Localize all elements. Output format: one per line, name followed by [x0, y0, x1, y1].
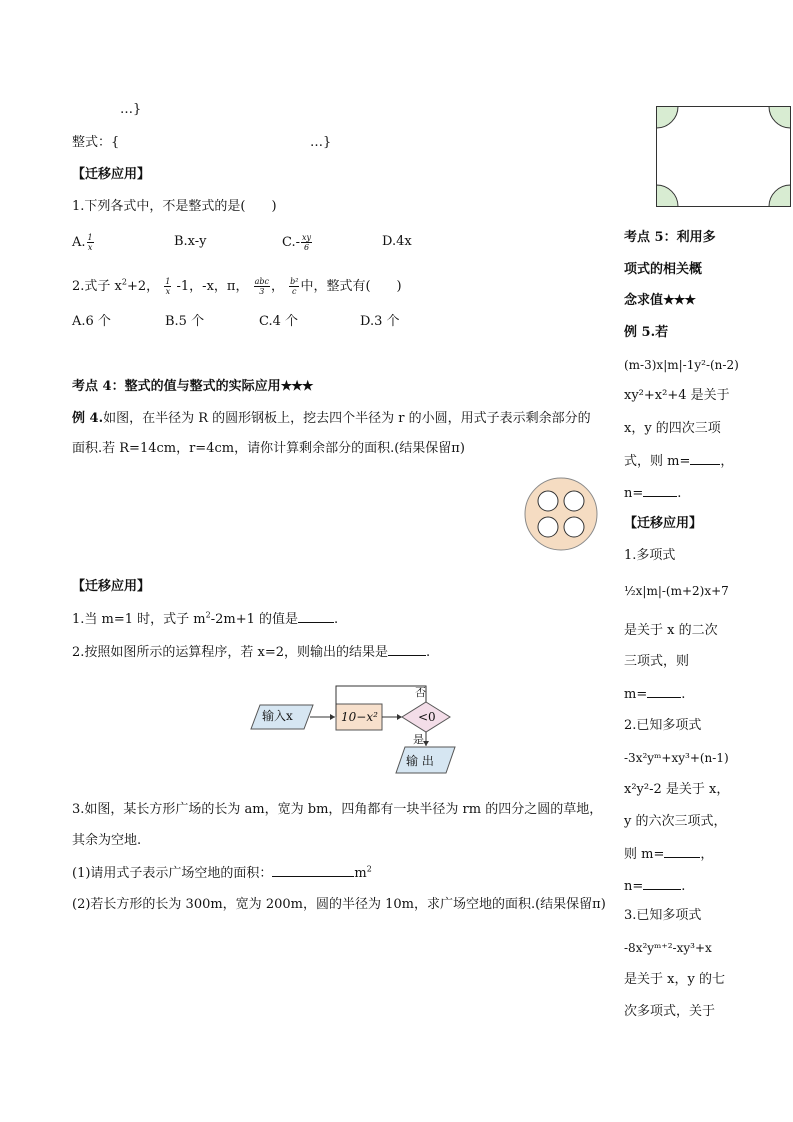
flow-yes-label: 是	[413, 733, 424, 746]
side-q1-line3: 是关于 x 的二次	[624, 623, 718, 638]
rectangle-square-figure	[656, 106, 792, 208]
q2-option-c: C.4 个	[259, 314, 299, 329]
side-q2-line3: x²y²-2 是关于 x，	[624, 782, 730, 797]
q1-option-a: A. $\frac{1}{x}$	[72, 233, 93, 252]
kaodian-5-title-line2: 项式的相关概	[624, 262, 703, 277]
zhengshi-end: …}	[310, 135, 332, 150]
side-q1-line5: m= .	[624, 687, 686, 702]
q2-option-b: B.5 个	[165, 314, 205, 329]
difficulty-stars-side: ★★★	[663, 293, 695, 308]
side-q2-line4: y 的六次三项式，	[624, 814, 727, 829]
flow-operation-label: 10−x²	[341, 710, 378, 724]
side-q2-line1: 2.已知多项式	[624, 718, 702, 733]
side-q3-line2: -8x²yᵐ⁺²-xy³+x	[624, 941, 712, 955]
example-5-line5: n= .	[624, 486, 682, 501]
example-4-line1: 例 4.如图，在半径为 R 的圆形钢板上，挖去四个半径为 r 的小圆，用式子表示剩余部分的	[72, 411, 591, 426]
example-5-line1: (m-3)x|m|-1y²-(n-2)	[624, 358, 739, 372]
side-q3-line3: 是关于 x，y 的七	[624, 972, 725, 987]
practice-3-line1: 3.如图，某长方形广场的长为 am，宽为 bm，四角都有一块半径为 rm 的四分之圆的草地，	[72, 802, 603, 817]
side-section-title: 【迁移应用】	[624, 516, 703, 531]
side-q3-line4: 次多项式，关于	[624, 1004, 716, 1019]
example-4-line2: 面积.若 R=14cm，r=4cm，请你计算剩余部分的面积.(结果保留π)	[72, 441, 465, 456]
side-q1-line2: ½x|m|-(m+2)x+7	[624, 584, 729, 598]
side-q2-line5: 则 m= ，	[624, 847, 714, 862]
q2-option-a: A.6 个	[72, 314, 111, 329]
practice-3-sub2: (2)若长方形的长为 300m，宽为 200m，圆的半径为 10m，求广场空地的面积.(结果保留π)	[72, 897, 606, 912]
q1-option-d: D.4x	[382, 234, 412, 249]
example-5-line2: xy²+x²+4 是关于	[624, 388, 730, 403]
example-5-label: 例 5.若	[624, 325, 669, 340]
practice-2: 2.按照如图所示的运算程序，若 x=2，则输出的结果是 .	[72, 645, 431, 660]
example-5-line4: 式，则 m= ，	[624, 454, 734, 469]
continuation-dots: …}	[120, 102, 142, 117]
q1-option-c: C.- $\frac{xy}{6}$	[282, 233, 312, 252]
example-5-line3: x，y 的四次三项	[624, 421, 721, 436]
flow-condition-label: <0	[418, 710, 436, 724]
question-1: 1.下列各式中，不是整式的是( )	[72, 199, 277, 214]
flow-input-label: 输入x	[262, 709, 293, 723]
kaodian-5-title-line1: 考点 5：利用多	[624, 230, 716, 245]
side-q2-line6: n= .	[624, 879, 686, 894]
section-title-2: 【迁移应用】	[72, 579, 151, 594]
difficulty-stars: ★★★	[280, 379, 313, 394]
practice-1: 1.当 m=1 时，式子 $m^2-2m+1$ 的值是 .	[72, 610, 339, 627]
kaodian-4-title: 考点 4：整式的值与整式的实际应用★★★	[72, 379, 313, 394]
zhengshi-label: 整式：{	[72, 135, 120, 150]
kaodian-5-title-line3: 念求值★★★	[624, 293, 695, 308]
q1-option-b: B.x-y	[174, 234, 207, 249]
section-title-1: 【迁移应用】	[72, 167, 151, 182]
side-q1-line4: 三项式，则	[624, 654, 690, 669]
practice-3-line2: 其余为空地.	[72, 833, 142, 848]
flow-output-label: 输 出	[406, 754, 434, 768]
q2-option-d: D.3 个	[360, 314, 400, 329]
circle-plate-figure	[523, 476, 599, 552]
flow-no-label: 否	[415, 686, 426, 699]
question-2: 2.式子 $x^2+2$， $\frac{1}{x}$ -1，-x，π， $\frac{\text{abc}}{3}$ ， $\frac{\text{b²}}{c}$ 中，整式有( )	[72, 277, 402, 296]
side-q3-line1: 3.已知多项式	[624, 908, 702, 923]
practice-3-sub1: (1)请用式子表示广场空地的面积： $m^2$	[72, 864, 372, 881]
side-q2-line2: -3x²yᵐ+xy³+(n-1)	[624, 751, 729, 765]
side-q1-line1: 1.多项式	[624, 548, 676, 563]
